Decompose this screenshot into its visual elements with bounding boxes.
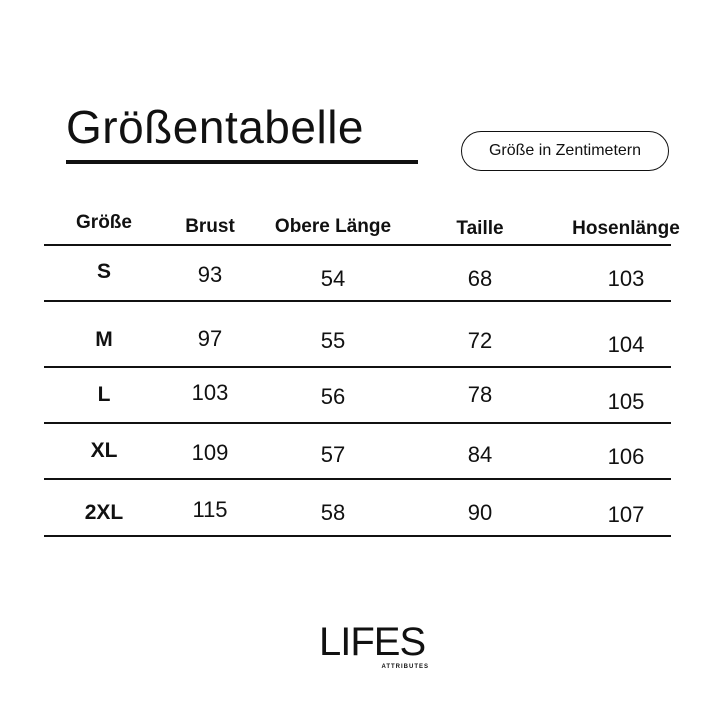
row-divider [44, 422, 671, 424]
page-title: Größentabelle [66, 101, 364, 153]
table-cell: 103 [607, 266, 645, 291]
row-divider [44, 535, 671, 537]
table-cell: 54 [320, 266, 346, 291]
column-header: Hosenlänge [572, 218, 680, 239]
table-cell: 58 [320, 500, 346, 525]
table-cell: 105 [607, 389, 645, 414]
logo-tagline: ATTRIBUTES [381, 664, 429, 670]
table-cell: 68 [467, 266, 493, 291]
column-header: Brust [185, 216, 235, 237]
table-cell: 115 [192, 497, 228, 522]
row-divider [44, 366, 671, 368]
table-cell: 107 [607, 502, 645, 527]
column-header: Taille [456, 218, 504, 239]
row-divider [44, 300, 671, 302]
brand-logo [319, 622, 433, 672]
table-cell: 93 [197, 262, 223, 287]
size-label: XL [90, 439, 118, 462]
table-cell: 97 [197, 326, 223, 351]
table-cell: 56 [320, 384, 346, 409]
size-label: L [97, 383, 111, 406]
row-divider [44, 478, 671, 480]
unit-badge: Größe in Zentimetern [461, 131, 669, 171]
table-cell: 78 [467, 382, 493, 407]
title-underline [66, 160, 418, 164]
table-cell: 57 [320, 442, 346, 467]
column-header: Größe [76, 212, 132, 233]
table-cell: 106 [607, 444, 645, 469]
size-label: S [96, 260, 112, 283]
logo-wordmark: LIFES [319, 620, 426, 664]
table-cell: 72 [467, 328, 493, 353]
table-cell: 103 [191, 380, 229, 405]
table-cell: 90 [467, 500, 493, 525]
table-cell: 55 [320, 328, 346, 353]
table-cell: 104 [607, 332, 645, 357]
size-label: 2XL [84, 501, 124, 524]
row-divider [44, 244, 671, 246]
table-cell: 109 [191, 440, 229, 465]
table-cell: 84 [467, 442, 493, 467]
size-label: M [95, 328, 113, 351]
column-header: Obere Länge [274, 216, 392, 237]
